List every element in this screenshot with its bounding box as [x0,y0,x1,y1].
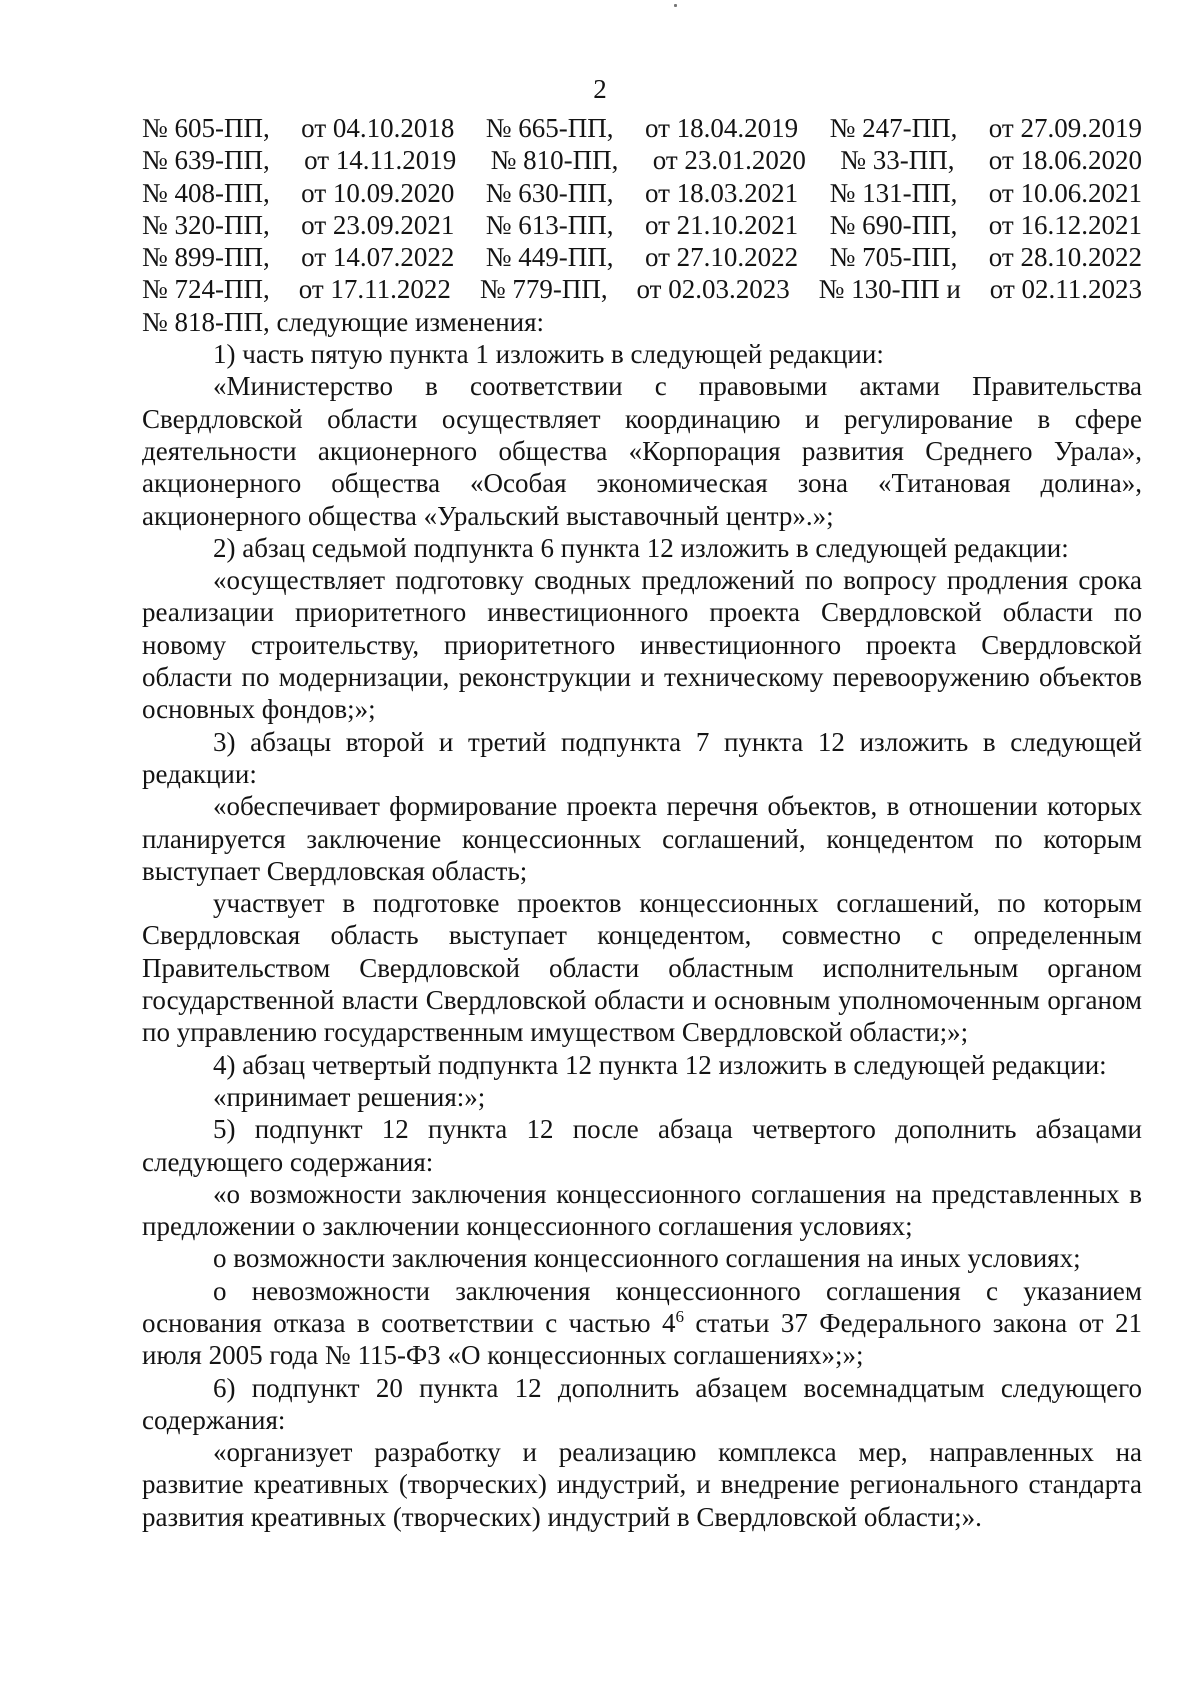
registry-row [142,177,1142,209]
registry-date: от 23.09.2021 [301,209,455,240]
registry-number: № 665-ПП, [485,113,614,143]
amendment-text-part: о невозможности заключения концессионного соглашения с указанием основания отказа в соответствии с частью 4 [142,1275,1142,1338]
registry-date: от 18.03.2021 [644,177,799,208]
registry-row [142,144,1142,176]
amendment-text: участвует в подготовке проектов концессионных соглашений, по которым Свердловская область выступает концедентом, совместно с определенным Правительством Свердловской области областным исполнительным органом государственной власти Свердловской области и основным уполномоченным органом по управлению государственным имуществом Свердловской области;»; [142,888,1142,1048]
registry-number: № 449-ПП, [485,242,614,273]
registry-number: № 690-ПП, [829,209,958,240]
registry-tail: № 818-ПП, следующие изменения: [142,306,545,337]
resolution-registry [142,112,1142,338]
amendment-item-5: 5) подпункт 12 пункта 12 после абзаца четвертого дополнить абзацами следующего содержания: [142,1114,1142,1177]
registry-number: № 320-ПП, [142,209,270,240]
amendment-item-4: 4) абзац четвертый подпункта 12 пункта 12 изложить в следующей редакции: [213,1049,1107,1080]
registry-date: от 28.10.2022 [988,242,1142,273]
registry-number: № 779-ПП, [479,274,608,305]
amendment-text: «принимает решения:»; [213,1081,486,1112]
registry-date: от 04.10.2018 [301,113,455,143]
scan-artifact [674,4,677,7]
amendment-text: «о возможности заключения концессионного соглашения на представленных в предложении о заключении концессионного соглашения условиях; [142,1178,1142,1242]
registry-number: № 613-ПП, [485,209,614,240]
registry-date: от 18.06.2020 [988,145,1142,176]
registry-date: от 16.12.2021 [988,209,1142,240]
registry-date: от 14.07.2022 [301,242,455,273]
registry-number: № 131-ПП, [829,177,958,208]
registry-date: от 17.11.2022 [298,274,451,305]
registry-date: от 02.11.2023 [989,274,1142,305]
registry-row [142,273,1142,305]
page-number: 2 [593,74,607,104]
superscript-index: 6 [675,1306,684,1326]
registry-number: № 724-ПП, [142,274,270,305]
registry-date: от 21.10.2021 [644,209,799,240]
registry-number: № 899-ПП, [142,242,270,273]
amendment-text: «обеспечивает формирование проекта перечня объектов, в отношении которых планируется заключение концессионных соглашений, концедентом по которым выступает Свердловская область; [142,791,1142,886]
amendment-item-2: 2) абзац седьмой подпункта 6 пункта 12 изложить в следующей редакции: [213,532,1069,563]
registry-number: № 630-ПП, [485,177,614,208]
registry-date: от 10.09.2020 [301,177,455,208]
amendment-item-3: 3) абзацы второй и третий подпункта 7 пункта 12 изложить в следующей редакции: [142,726,1142,789]
registry-date: от 14.11.2019 [304,145,457,176]
document-body [142,112,1142,1533]
registry-row [142,241,1142,273]
registry-number: № 639-ПП, [142,145,270,176]
amendment-item-1: 1) часть пятую пункта 1 изложить в следующей редакции: [213,339,884,370]
registry-row [142,209,1142,241]
registry-number: № 705-ПП, [829,242,958,273]
registry-date: от 27.10.2022 [644,242,799,273]
amendment-text-part: статьи 37 Федерального закона от 21 июля 2005 года № 115-ФЗ «О концессионных соглашениях»;»; [142,1307,1142,1371]
registry-row [142,112,1142,144]
registry-date: от 27.09.2019 [988,113,1142,143]
registry-date: от 18.04.2019 [644,113,799,143]
registry-number: № 605-ПП, [142,113,270,143]
registry-date: от 23.01.2020 [652,145,806,176]
amendment-text: о возможности заключения концессионного соглашения на иных условиях; [213,1243,1081,1274]
registry-date: от 02.03.2023 [636,274,790,305]
registry-number: № 408-ПП, [142,177,270,208]
amendment-text [142,1275,1142,1372]
registry-number: № 810-ПП, [490,145,619,176]
amendment-item-6: 6) подпункт 20 пункта 12 дополнить абзацем восемнадцатым следующего содержания: [142,1372,1142,1435]
registry-date: от 10.06.2021 [988,177,1142,208]
amendment-text: «Министерство в соответствии с правовыми актами Правительства Свердловской области осуществляет координацию и регулирование в сфере деятельности акционерного общества «Корпорация развития Среднего Урала», акционерного общества «Особая экономическая зона «Титановая долина», акционерного общества «Уральский выставочный центр».»; [142,371,1142,531]
registry-number: № 247-ПП, [829,113,958,143]
registry-number: № 33-ПП, [840,145,955,176]
registry-number: № 130-ПП и [818,274,961,305]
amendment-text: «осуществляет подготовку сводных предложений по вопросу продления срока реализации приоритетного инвестиционного проекта Свердловской области по новому строительству, приоритетного инвестиционного проекта Свердловской области по модернизации, реконструкции и техническому перевооружению объектов основных фондов;»; [142,565,1142,725]
amendment-text: «организует разработку и реализацию комплекса мер, направленных на развитие креативных (творческих) индустрий, и внедрение регионального стандарта развития креативных (творческих) индустрий в Свердловской области;». [142,1437,1142,1532]
